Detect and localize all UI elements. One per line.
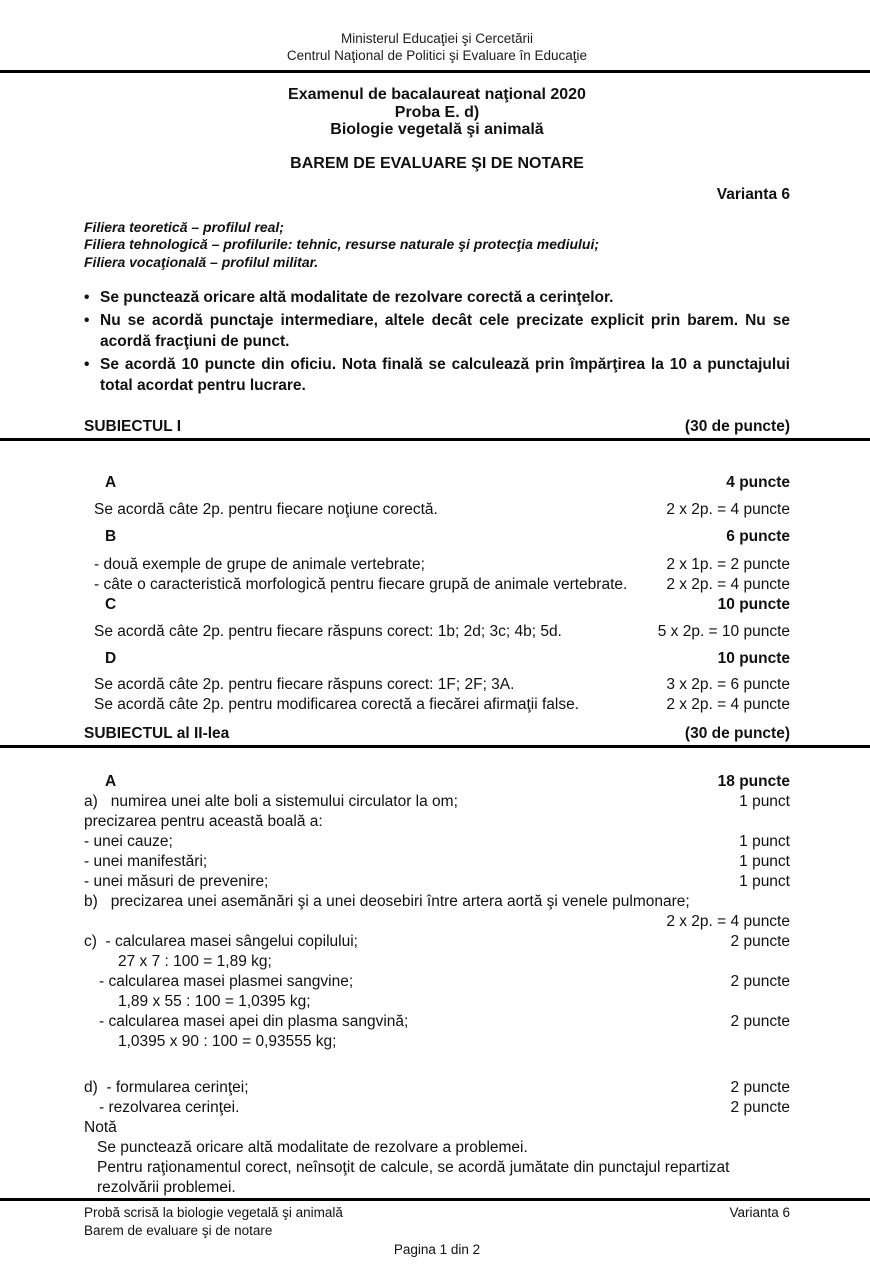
criterion-text: precizarea pentru această boală a: (84, 813, 323, 830)
rule-item: • Se punctează oricare altă modalitate de rezolvare corectă a cerinţelor. (84, 287, 790, 308)
formula-text: 1,0395 x 90 : 100 = 0,93555 kg; (118, 1033, 337, 1050)
criterion-text: Se acordă câte 2p. pentru fiecare noţiune corectă. (94, 501, 438, 518)
score-row (84, 972, 790, 992)
formula-text: 27 x 7 : 100 = 1,89 kg; (118, 953, 272, 970)
criterion-text: c) - calcularea masei sângelui copilului; (84, 933, 358, 950)
note-row (84, 1158, 790, 1198)
document-footer (0, 1198, 870, 1287)
filiera-line: Filiera teoretică – profilul real; (84, 218, 284, 235)
filiera-line: Filiera tehnologică – profilurile: tehnic, resurse naturale şi protecţia mediului; (84, 236, 600, 252)
general-rules-list (0, 285, 870, 396)
subject1-title: SUBIECTUL I (84, 418, 182, 435)
criterion-text (84, 912, 656, 932)
variant-label: Varianta 6 (716, 185, 790, 203)
item-letter: A (105, 474, 117, 491)
score-row (84, 555, 790, 575)
item-letter: B (105, 528, 117, 545)
score-row (84, 649, 790, 669)
center-line: Centrul Naţional de Politici şi Evaluare în Educaţie (286, 48, 588, 63)
document-header (0, 0, 870, 73)
score-row (84, 595, 790, 615)
score-row (84, 500, 790, 520)
criterion-text: - unei cauze; (84, 833, 173, 850)
score-row (84, 1032, 790, 1052)
subject1-points: (30 de puncte) (684, 418, 790, 435)
points-value: 1 punct (739, 873, 790, 890)
score-row (84, 892, 790, 912)
score-row (84, 1078, 790, 1098)
note-heading-row (84, 1118, 790, 1138)
points-value: 10 puncte (717, 596, 790, 613)
subject2-body (0, 748, 870, 1198)
points-value: 2 puncte (730, 933, 790, 950)
note-heading: Notă (84, 1119, 117, 1136)
score-row (84, 832, 790, 852)
criterion-text: b) precizarea unei asemănări şi a unei deosebiri între artera aortă şi venele pulmonare; (84, 893, 690, 910)
score-row (84, 473, 790, 493)
points-value (780, 992, 790, 1012)
criterion-text: - unei manifestări; (84, 853, 208, 870)
proba-line: Proba E. d) (394, 103, 480, 121)
points-value: 2 x 2p. = 4 puncte (666, 696, 790, 713)
criterion-text: - calcularea masei apei din plasma sangvină; (99, 1013, 409, 1030)
points-value (780, 952, 790, 972)
rule-item: • Se acordă 10 puncte din oficiu. Nota finală se calculează prin împărţirea la 10 a punctajului total acordat pentru lucrare. (84, 354, 790, 396)
ministry-line: Ministerul Educaţiei şi Cercetării (340, 31, 534, 46)
criterion-text: a) numirea unei alte boli a sistemului circulator la om; (84, 793, 458, 810)
points-value: 2 x 2p. = 4 puncte (666, 501, 790, 518)
points-value: 6 puncte (726, 528, 790, 545)
criterion-text: - unei măsuri de prevenire; (84, 873, 269, 890)
exam-title: Examenul de bacalaureat naţional 2020 (288, 86, 586, 103)
points-value: 1 punct (739, 793, 790, 810)
barem-title: BAREM DE EVALUARE ŞI DE NOTARE (290, 154, 584, 172)
criterion-text: - două exemple de grupe de animale vertebrate; (94, 556, 425, 573)
subject2-heading (0, 725, 870, 748)
criterion-text: Se acordă câte 2p. pentru fiecare răspuns corect: 1b; 2d; 3c; 4b; 5d. (94, 623, 562, 640)
formula-text: 1,89 x 55 : 100 = 1,0395 kg; (118, 993, 311, 1010)
filiera-line: Filiera vocaţională – profilul militar. (84, 253, 319, 270)
score-row (84, 695, 790, 715)
score-row (84, 1012, 790, 1032)
points-value: 1 punct (739, 833, 790, 850)
score-row (84, 675, 790, 695)
item-letter: C (105, 596, 117, 613)
points-value: 10 puncte (717, 650, 790, 667)
criterion-text: - câte o caracteristică morfologică pentru fiecare grupă de animale vertebrate. (94, 576, 628, 593)
filiera-block (0, 219, 870, 272)
points-value: 2 x 1p. = 2 puncte (666, 556, 790, 573)
subject2-title: SUBIECTUL al II-lea (84, 725, 230, 742)
subject-line: Biologie vegetală şi animală (330, 121, 544, 138)
score-row (84, 952, 790, 972)
score-row (84, 792, 790, 812)
footer-barem: Barem de evaluare şi de notare (84, 1223, 273, 1238)
rule-item: • Nu se acordă punctaje intermediare, altele decât cele precizate explicit prin barem. Nu se acordă fracţiuni de punct. (84, 310, 790, 352)
subject1-heading (0, 418, 870, 441)
points-value: 2 x 2p. = 4 puncte (666, 576, 790, 593)
title-block (0, 86, 870, 139)
score-row (84, 872, 790, 892)
footer-page-number: Pagina 1 din 2 (393, 1242, 481, 1257)
points-value: 2 puncte (730, 973, 790, 990)
points-value: 18 puncte (717, 773, 790, 790)
score-row (84, 812, 790, 832)
score-row (84, 772, 790, 792)
criterion-text: Se acordă câte 2p. pentru modificarea corectă a fiecărei afirmaţii false. (94, 696, 580, 713)
points-value: 3 x 2p. = 6 puncte (666, 676, 790, 693)
score-row (84, 992, 790, 1012)
points-value: 2 x 2p. = 4 puncte (666, 913, 790, 930)
points-value (780, 1032, 790, 1052)
points-value: 2 puncte (730, 1013, 790, 1030)
score-row (84, 575, 790, 595)
criterion-text: Se acordă câte 2p. pentru fiecare răspuns corect: 1F; 2F; 3A. (94, 676, 515, 693)
note-text: Pentru raţionamentul corect, neînsoţit de calcule, se acordă jumătate din punctajul repartizat rezolvării problemei. (97, 1159, 730, 1196)
score-row (84, 622, 790, 642)
points-value (780, 812, 790, 832)
points-value: 1 punct (739, 853, 790, 870)
score-row (84, 912, 790, 932)
note-row (84, 1138, 790, 1158)
score-row (84, 852, 790, 872)
subject2-points: (30 de puncte) (684, 725, 790, 742)
points-value (780, 892, 790, 912)
criterion-text: - calcularea masei plasmei sangvine; (99, 973, 354, 990)
score-row (84, 1098, 790, 1118)
criterion-text: d) - formularea cerinţei; (84, 1079, 249, 1096)
points-value: 2 puncte (730, 1099, 790, 1116)
score-row (84, 932, 790, 952)
note-text: Se punctează oricare altă modalitate de rezolvare a problemei. (97, 1139, 528, 1156)
footer-proba: Probă scrisă la biologie vegetală şi animală (84, 1205, 343, 1220)
item-letter: A (105, 773, 117, 790)
points-value: 2 puncte (730, 1079, 790, 1096)
criterion-text: - rezolvarea cerinţei. (99, 1099, 240, 1116)
points-value: 5 x 2p. = 10 puncte (657, 623, 790, 640)
subject1-body (0, 441, 870, 715)
score-row (84, 527, 790, 547)
item-letter: D (105, 650, 117, 667)
footer-variant: Varianta 6 (729, 1205, 790, 1220)
points-value: 4 puncte (726, 474, 790, 491)
